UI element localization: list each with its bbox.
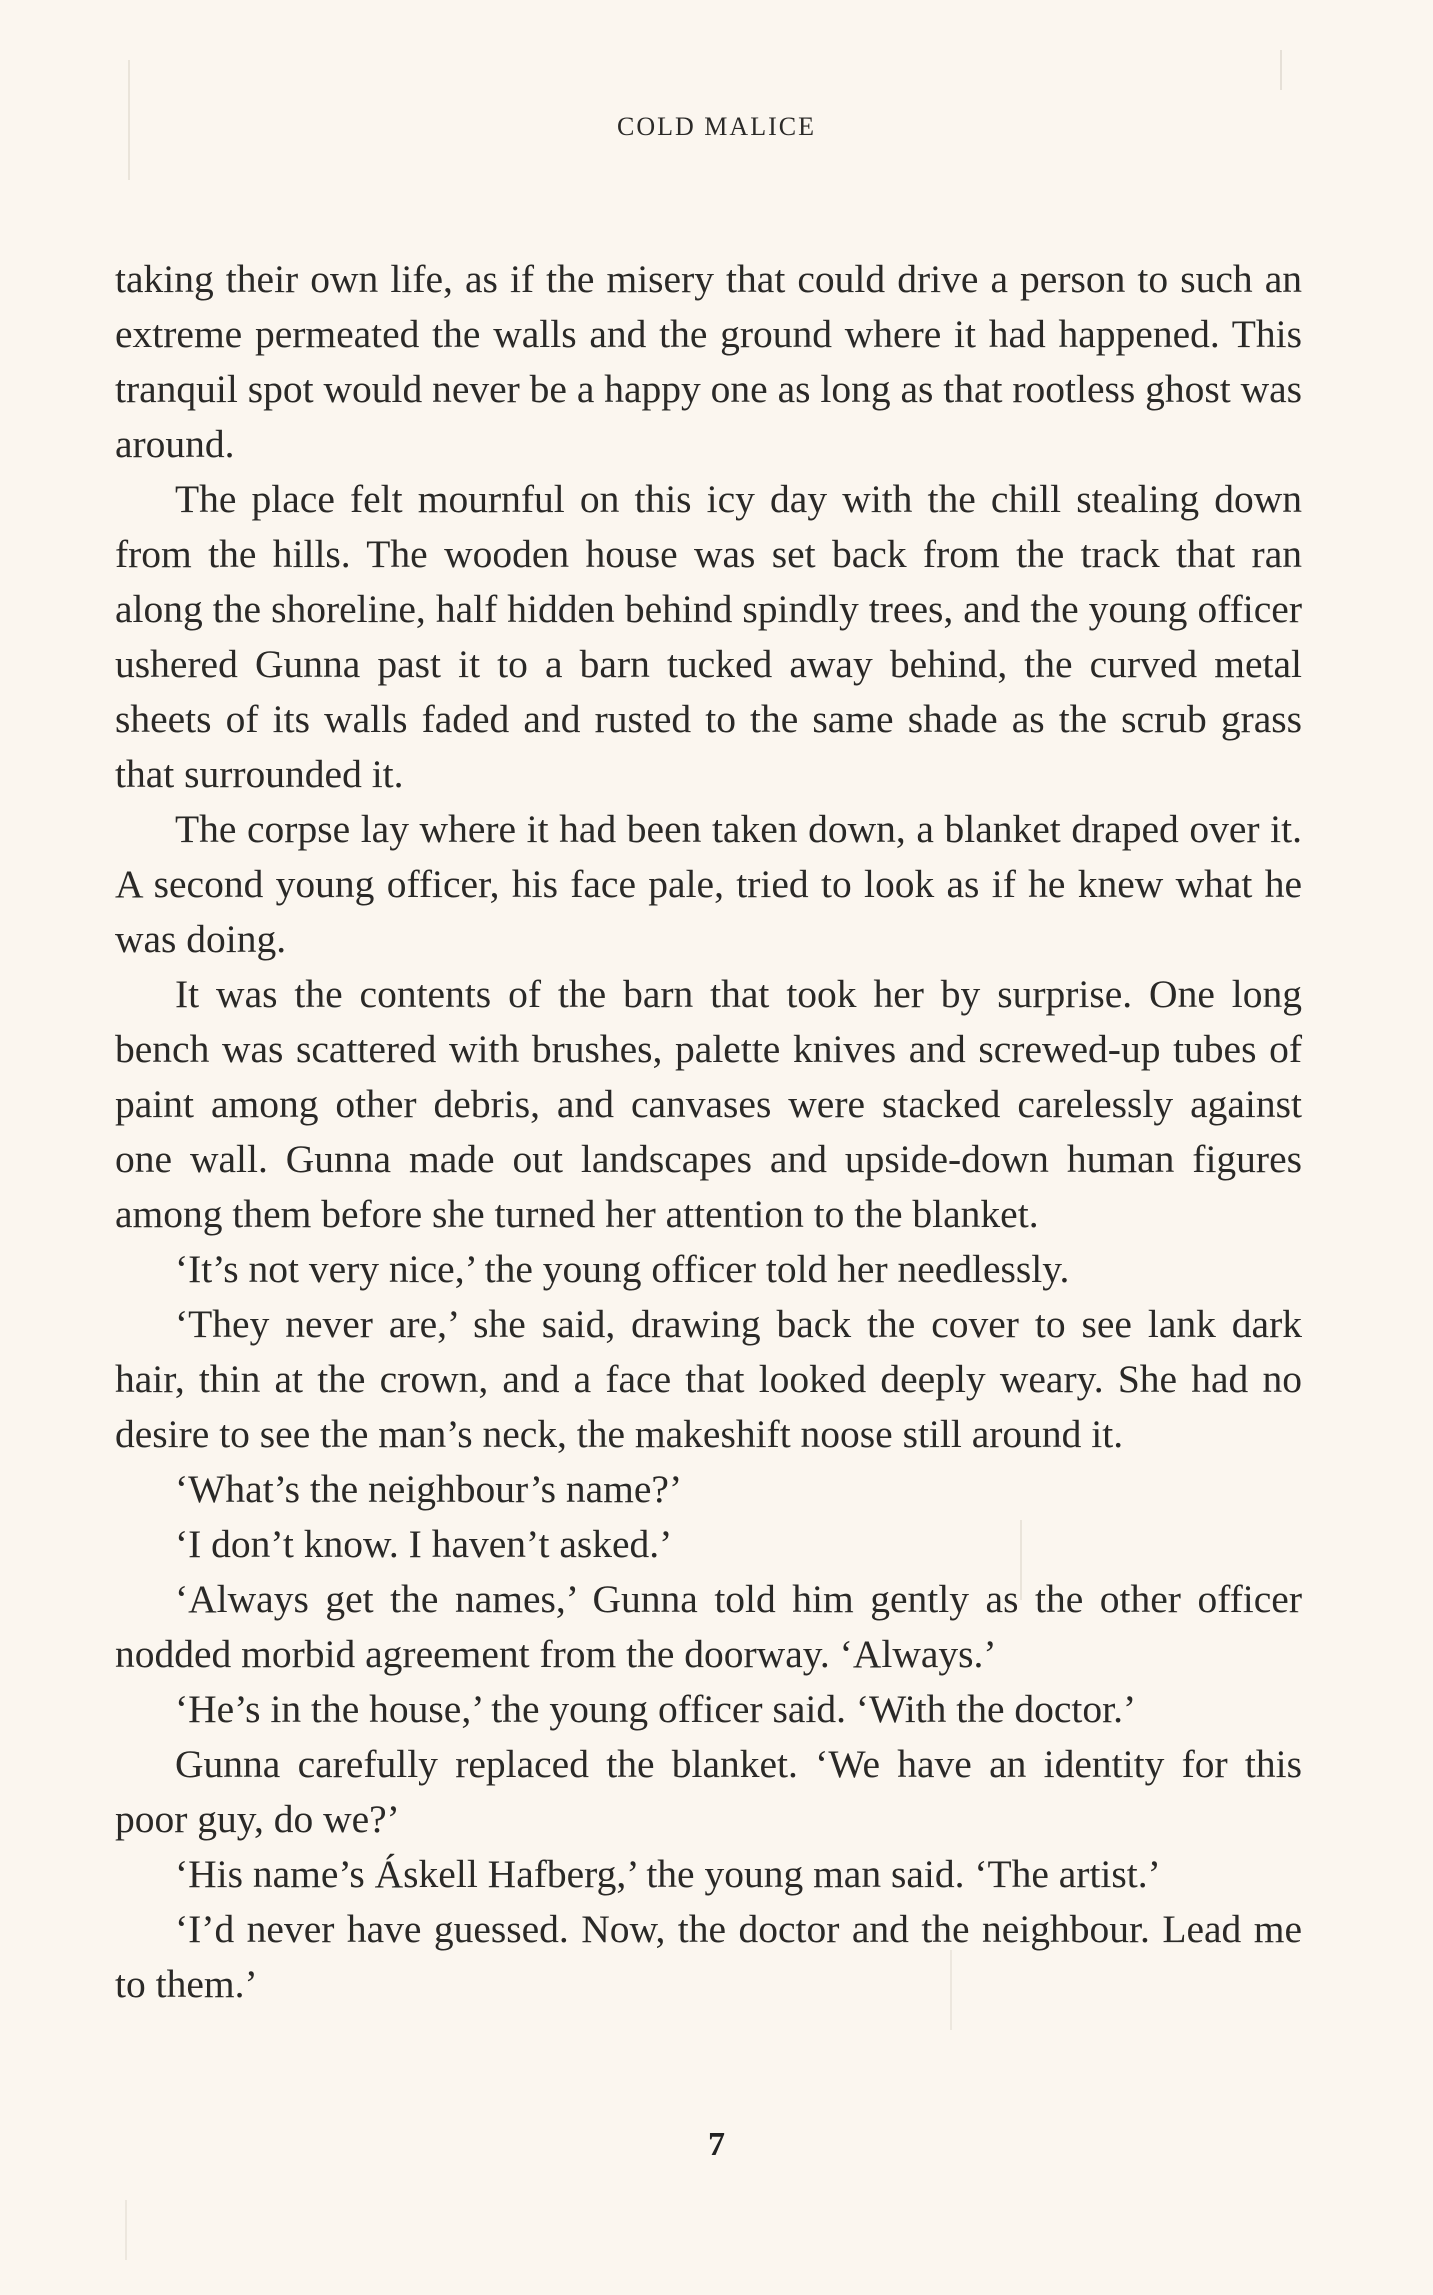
paragraph: ‘He’s in the house,’ the young officer said. ‘With the doctor.’: [175, 1687, 1137, 1731]
show-through-line: [1280, 50, 1282, 90]
paragraph: taking their own life, as if the misery that could drive a person to such an extreme permeated the walls and the ground where it had happened. This tranquil spot would never be a happy one as long as that rootless ghost was around.: [115, 257, 1302, 466]
paragraph: ‘They never are,’ she said, drawing back the cover to see lank dark hair, thin at the crown, and a face that looked deeply weary. She had no desire to see the man’s neck, the makeshift noose still around it.: [115, 1302, 1302, 1456]
page-number: 7: [708, 2126, 725, 2163]
paragraph: ‘It’s not very nice,’ the young officer told her needlessly.: [175, 1247, 1070, 1291]
paragraph: The place felt mournful on this icy day with the chill stealing down from the hills. The wooden house was set back from the track that ran along the shoreline, half hidden behind spindly trees, and the young officer ushered Gunna past it to a barn tucked away behind, the curved metal sheets of its walls faded and rusted to the same shade as the scrub grass that surrounded it.: [115, 477, 1302, 796]
running-head: COLD MALICE: [617, 112, 816, 141]
paragraph: ‘Always get the names,’ Gunna told him gently as the other officer nodded morbid agreement from the doorway. ‘Always.’: [115, 1577, 1302, 1676]
paragraph: ‘His name’s Áskell Hafberg,’ the young man said. ‘The artist.’: [175, 1852, 1161, 1896]
paragraph: It was the contents of the barn that took her by surprise. One long bench was scattered with brushes, palette knives and screwed-up tubes of paint among other debris, and canvases were stacked carelessly against one wall. Gunna made out landscapes and upside-down human figures among them before she turned her attention to the blanket.: [115, 972, 1302, 1236]
show-through-line: [125, 2200, 127, 2260]
body-text: [115, 252, 1302, 2012]
paragraph: The corpse lay where it had been taken down, a blanket draped over it. A second young officer, his face pale, tried to look as if he knew what he was doing.: [115, 807, 1302, 961]
paragraph: ‘I’d never have guessed. Now, the doctor and the neighbour. Lead me to them.’: [115, 1907, 1302, 2006]
paragraph: ‘I don’t know. I haven’t asked.’: [175, 1522, 673, 1566]
paragraph: Gunna carefully replaced the blanket. ‘We have an identity for this poor guy, do we?’: [115, 1742, 1302, 1841]
paragraph: ‘What’s the neighbour’s name?’: [175, 1467, 683, 1511]
